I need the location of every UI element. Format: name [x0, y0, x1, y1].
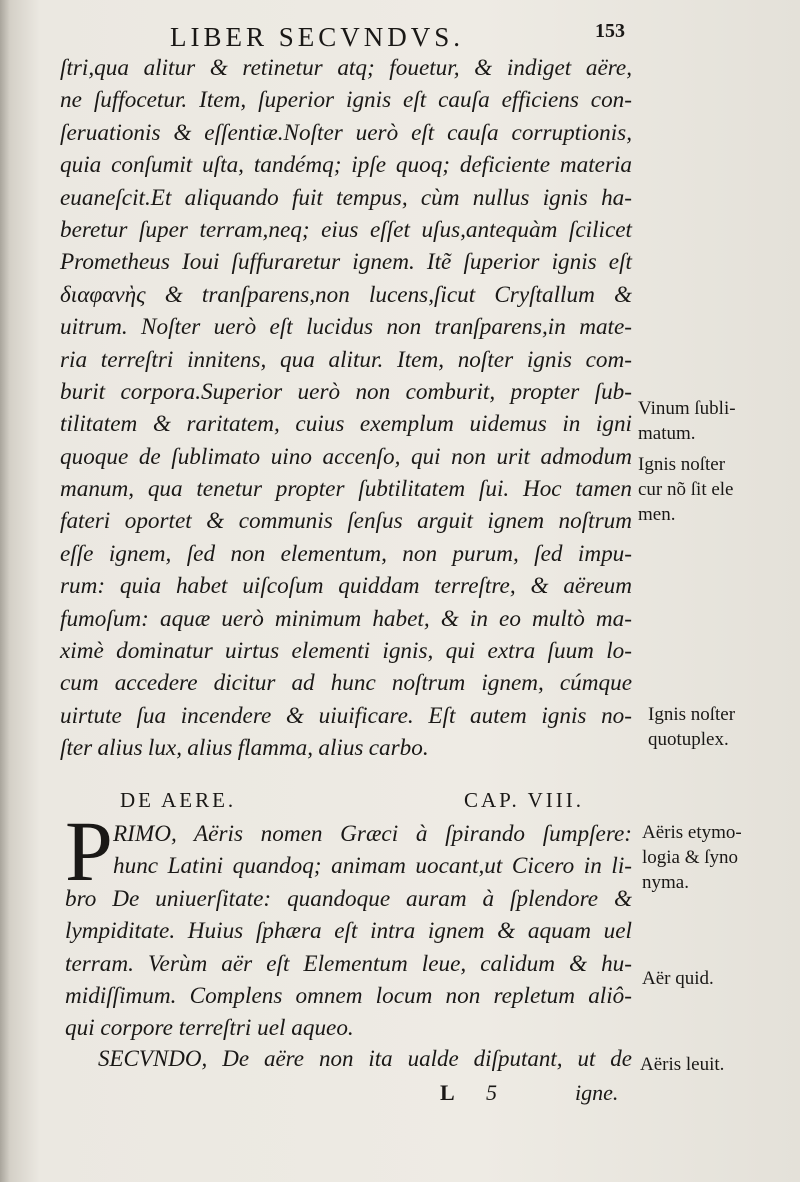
text-line: tilitatem & raritatem, cuius exemplum uidemus in igni	[60, 411, 632, 438]
text-line: midiſſimum. Complens omnem locum non repletum aliô-	[65, 982, 632, 1009]
chapter-title: DE AERE.	[120, 788, 237, 812]
text-line: ria terreſtri innitens, qua alitur. Item, noſter ignis com-	[60, 346, 632, 373]
text-line: lympiditate. Huius ſphæra eſt intra ignem & aquam uel	[65, 918, 632, 945]
text-line: burit corpora.Superior uerò non comburit, propter ſub-	[60, 378, 632, 405]
text-line: fumoſum: aquæ uerò minimum habet, & in eo multò ma-	[60, 605, 632, 632]
chapter-text-block	[65, 818, 632, 1045]
catchword: igne.	[575, 1080, 619, 1105]
marginal-note	[638, 452, 796, 527]
marginal-note-line: matum.	[638, 423, 696, 444]
signature-number: 5	[486, 1080, 497, 1105]
text-line: διαφανὴς & tranſparens,non lucens,ſicut Cryſtallum &	[60, 281, 632, 308]
page-number: 153	[595, 20, 625, 42]
text-line: ſeruationis & eſſentiæ.Noſter uerò eſt cauſa corruptionis,	[60, 119, 632, 146]
text-line: terram. Verùm aër eſt Elementum leue, calidum & hu-	[65, 950, 632, 977]
text-line: uitrum. Noſter uerò eſt lucidus non tranſparens,in mate-	[60, 314, 632, 341]
text-line: euaneſcit.Et aliquando fuit tempus, cùm nullus ignis ha-	[60, 184, 632, 211]
text-line: ne ſuffocetur. Item, ſuperior ignis eſt cauſa efficiens con-	[60, 87, 632, 114]
text-line: qui corpore terreſtri uel aqueo.	[65, 1015, 354, 1042]
chapter-number: CAP. VIII.	[464, 788, 585, 812]
main-text-block	[60, 52, 632, 765]
text-line: hunc Latini quandoq; animam uocant,ut Cicero in li-	[113, 853, 632, 880]
marginal-note	[648, 702, 800, 752]
text-line: manum, qua tenetur propter ſubtilitatem ſui. Hoc tamen	[60, 476, 632, 503]
marginal-note-line: nyma.	[642, 872, 689, 893]
marginal-note-line: men.	[638, 504, 676, 525]
final-line: SECVNDO, De aëre non ita ualde diſputant, ut de	[98, 1046, 632, 1071]
marginal-note-line: Vinum ſubli-	[638, 398, 736, 419]
chapter-heading	[120, 788, 632, 813]
marginal-note-line: cur nõ ſit ele	[638, 479, 734, 500]
marginal-note	[642, 820, 800, 895]
marginal-note-line: Aëris etymo-	[642, 822, 742, 843]
text-line: beretur ſuper terram,neq; eius eſſet uſus,antequàm ſcilicet	[60, 216, 632, 243]
text-line: rum: quia habet uiſcoſum quiddam terreſtre, & aëreum	[60, 573, 632, 600]
marginal-note	[638, 396, 796, 446]
text-line: cum accedere dicitur ad hunc noſtrum ignem, cúmque	[60, 670, 632, 697]
marginal-note-line: Aër quid.	[642, 968, 714, 989]
running-head: LIBER SECVNDVS.	[170, 22, 465, 52]
text-line: Prometheus Ioui ſuffuraretur ignem. Itẽ ſuperior ignis eſt	[60, 249, 632, 276]
marginal-note-line: logia & ſyno	[642, 847, 739, 868]
text-line: uirtute ſua incendere & uiuificare. Eſt autem ignis no-	[60, 702, 632, 729]
text-line: ximè dominatur uirtus elementi ignis, qui extra ſuum lo-	[60, 638, 632, 665]
text-line: fateri oportet & communis ſenſus arguit ignem noſtrum	[60, 508, 632, 535]
signature-mark: L	[440, 1080, 455, 1105]
text-line: quoque de ſublimato uino accenſo, qui non urit admodum	[60, 443, 632, 470]
text-line: RIMO, Aëris nomen Græci à ſpirando ſumpſere:	[113, 821, 632, 847]
drop-capital: P	[65, 803, 113, 899]
marginal-note	[642, 966, 800, 991]
marginal-note-line: Ignis noſter	[638, 454, 726, 475]
text-line: ſter alius lux, alius flamma, alius carbo.	[60, 735, 429, 762]
text-line: eſſe ignem, ſed non elementum, non purum, ſed impu-	[60, 540, 632, 567]
text-line: bro De uniuerſitate: quandoque auram à ſplendore &	[65, 885, 632, 912]
marginal-note-line: quotuplex.	[648, 729, 729, 750]
text-line: quia conſumit uſta, tandémq; ipſe quoq; deficiente materia	[60, 152, 632, 179]
marginal-note	[640, 1052, 798, 1077]
marginal-note-line: Ignis noſter	[648, 704, 736, 725]
text-line: ſtri,qua alitur & retinetur atq; fouetur, & indiget aëre,	[60, 55, 632, 81]
marginal-note-line: Aëris leuit.	[640, 1054, 725, 1075]
